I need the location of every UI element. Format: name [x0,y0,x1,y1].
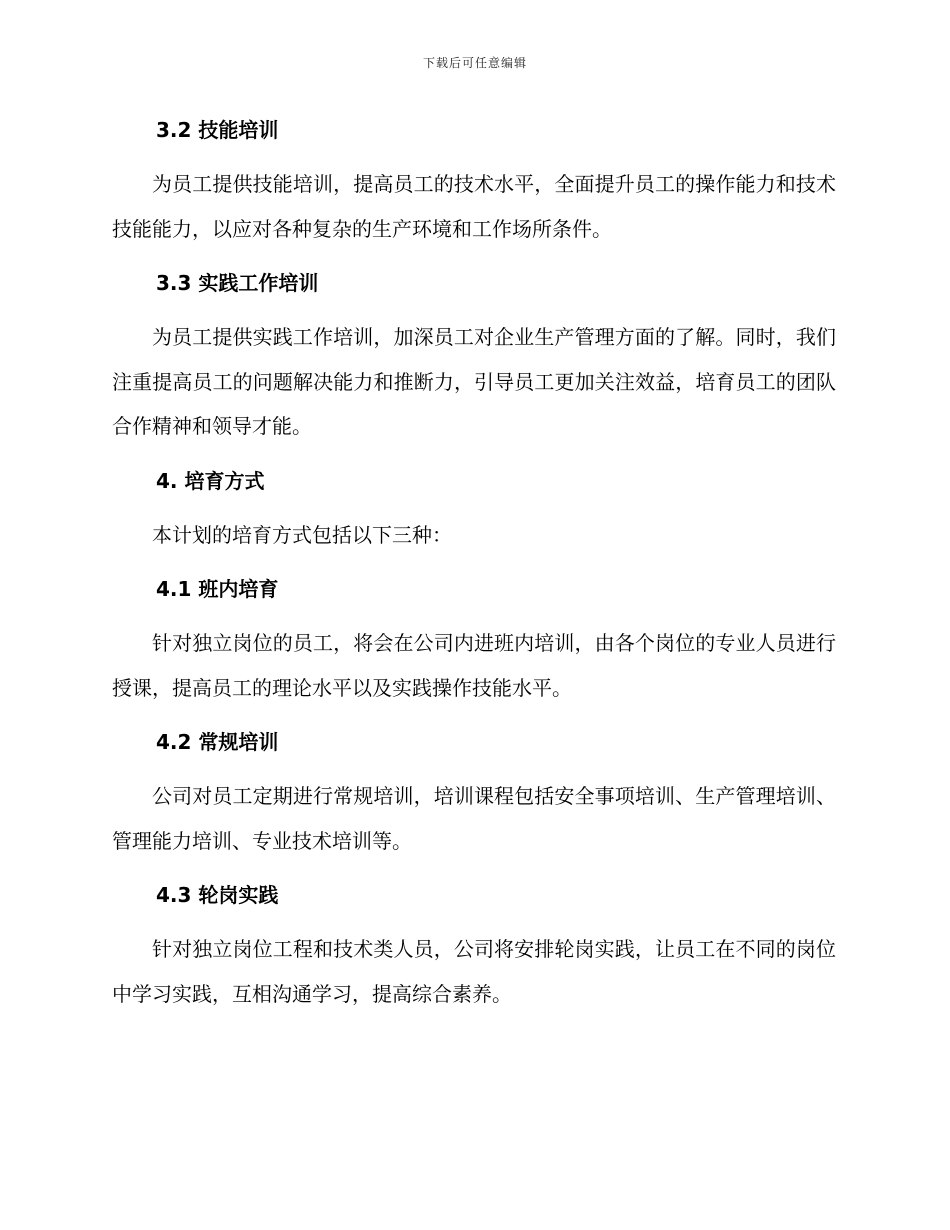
section-heading: 3.2 技能培训 [156,118,279,142]
page-header-note: 下载后可任意编辑 [422,56,527,70]
section-paragraph: 为员工提供技能培训，提高员工的技术水平，全面提升员工的操作能力和技术技能能力，以应对各种复杂的生产环境和工作场所条件。 [112,172,836,241]
section-paragraph: 本计划的培育方式包括以下三种： [152,522,452,547]
section-paragraph: 公司对员工定期进行常规培训，培训课程包括安全事项培训、生产管理培训、管理能力培训、专业技术培训等。 [112,784,836,853]
section-paragraph: 针对独立岗位的员工，将会在公司内进班内培训，由各个岗位的专业人员进行授课，提高员工的理论水平以及实践操作技能水平。 [112,631,836,700]
section-heading: 4.1 班内培育 [156,577,279,601]
section-heading: 4. 培育方式 [156,468,265,493]
section-heading: 3.3 实践工作培训 [156,271,319,295]
section-paragraph: 针对独立岗位工程和技术类人员，公司将安排轮岗实践，让员工在不同的岗位中学习实践，互相沟通学习，提高综合素养。 [112,937,836,1006]
document-body [112,110,836,1016]
section-heading: 4.3 轮岗实践 [156,883,279,907]
section-heading: 4.2 常规培训 [156,730,279,754]
section-paragraph: 为员工提供实践工作培训，加深员工对企业生产管理方面的了解。同时，我们注重提高员工的问题解决能力和推断力，引导员工更加关注效益，培育员工的团队合作精神和领导才能。 [112,325,836,438]
